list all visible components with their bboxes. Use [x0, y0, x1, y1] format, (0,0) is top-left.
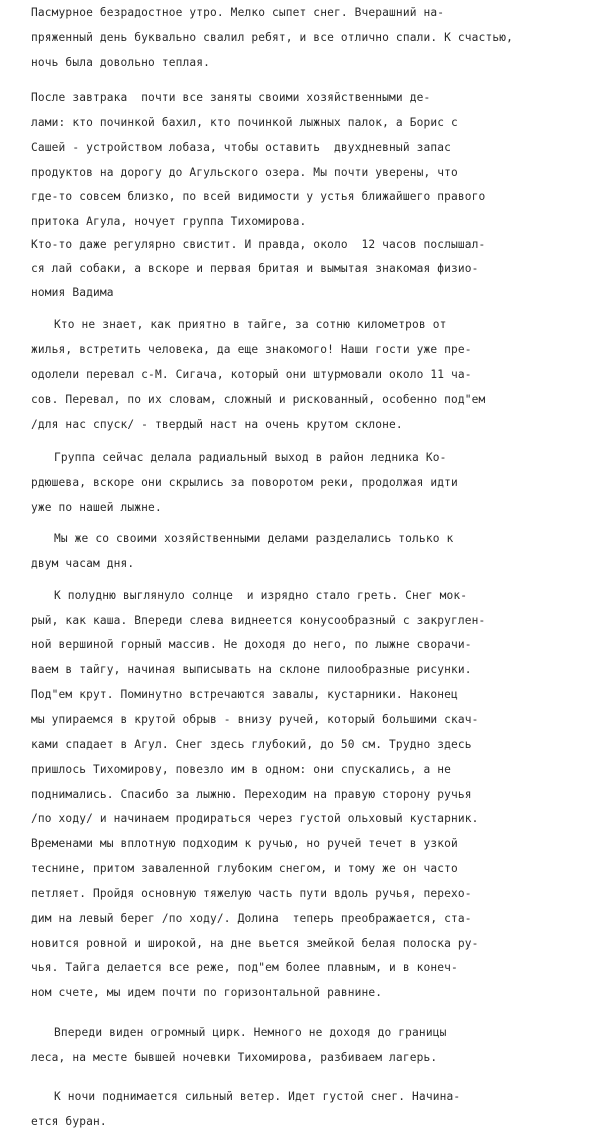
text-line: пришлось Тихомирову, повезло им в одном: они спускались, а не [31, 763, 452, 776]
text-line: ется буран. [31, 1115, 107, 1128]
text-line: После завтрака почти все заняты своими хозяйственными де- [31, 91, 431, 104]
text-line: Пасмурное безрадостное утро. Мелко сыпет снег. Вчерашний на- [31, 6, 445, 19]
text-line: новится ровной и широкой, на дне вьется змейкой белая полоска ру- [31, 937, 479, 950]
text-line: Под"ем крут. Поминутно встречаются завалы, кустарники. Наконец [31, 688, 458, 701]
text-line: ваем в тайгу, начиная выписывать на склоне пилообразные рисунки. [31, 663, 472, 676]
text-line: мы упираемся в крутой обрыв - внизу ручей, который большими скач- [31, 713, 479, 726]
text-line: теснине, притом заваленной глубоким снегом, и тому же он часто [31, 862, 458, 875]
text-line: одолели перевал с-М. Сигача, который они штурмовали около 11 ча- [31, 368, 472, 381]
text-line: продуктов на дорогу до Агульского озера. Мы почти уверены, что [31, 166, 458, 179]
text-line: чья. Тайга делается все реже, под"ем более плавным, и в конеч- [31, 961, 458, 974]
text-line: где-то совсем близко, по всей видимости у устья ближайшего правого [31, 190, 486, 203]
text-line: пряженный день буквально свалил ребят, и все отлично спали. К счастью, [31, 31, 513, 44]
text-line: номия Вадима [31, 286, 114, 299]
text-line: рый, как каша. Впереди слева виднеется конусообразный с закруглен- [31, 614, 486, 627]
text-line: ном счете, мы идем почти по горизонтальной равнине. [31, 986, 383, 999]
text-line: /для нас спуск/ - твердый наст на очень крутом склоне. [31, 418, 403, 431]
text-line: Группа сейчас делала радиальный выход в район ледника Ко- [54, 451, 447, 464]
text-line: дим на левый берег /по ходу/. Долина теперь преображается, ста- [31, 912, 472, 925]
text-line: /по ходу/ и начинаем продираться через густой ольховый кустарник. [31, 812, 479, 825]
text-line: уже по нашей лыжне. [31, 501, 162, 514]
text-line: Мы же со своими хозяйственными делами разделались только к [54, 532, 454, 545]
text-line: двум часам дня. [31, 557, 135, 570]
text-line: рдюшева, вскоре они скрылись за поворотом реки, продолжая идти [31, 476, 458, 489]
text-line: К ночи поднимается сильный ветер. Идет густой снег. Начина- [54, 1090, 461, 1103]
text-line: притока Агула, ночует группа Тихомирова. [31, 215, 307, 228]
text-line: петляет. Пройдя основную тяжелую часть пути вдоль ручья, перехо- [31, 887, 472, 900]
text-line: ся лай собаки, а вскоре и первая бритая и вымытая знакомая физио- [31, 262, 479, 275]
text-line: леса, на месте бывшей ночевки Тихомирова, разбиваем лагерь. [31, 1051, 438, 1064]
text-line: К полудню выглянуло солнце и изрядно стало греть. Снег мок- [54, 589, 468, 602]
text-line: ной вершиной горный массив. Не доходя до него, по лыжне сворачи- [31, 638, 472, 651]
text-line: ками спадает в Агул. Снег здесь глубокий, до 50 см. Трудно здесь [31, 738, 472, 751]
text-line: сов. Перевал, по их словам, сложный и рискованный, особенно под"ем [31, 393, 486, 406]
text-line: ночь была довольно теплая. [31, 56, 211, 69]
text-line: лами: кто починкой бахил, кто починкой лыжных палок, а Борис с [31, 116, 458, 129]
text-line: Сашей - устройством лобаза, чтобы оставить двухдневный запас [31, 141, 452, 154]
text-line: Кто не знает, как приятно в тайге, за сотню километров от [54, 318, 447, 331]
text-line: жилья, встретить человека, да еще знакомого! Наши гости уже пре- [31, 343, 472, 356]
text-line: Впереди виден огромный цирк. Немного не доходя до границы [54, 1026, 447, 1039]
text-line: Кто-то даже регулярно свистит. И правда, около 12 часов послышал- [31, 238, 486, 251]
text-line: Временами мы вплотную подходим к ручью, но ручей течет в узкой [31, 837, 458, 850]
text-line: поднимались. Спасибо за лыжню. Переходим на правую сторону ручья [31, 788, 472, 801]
